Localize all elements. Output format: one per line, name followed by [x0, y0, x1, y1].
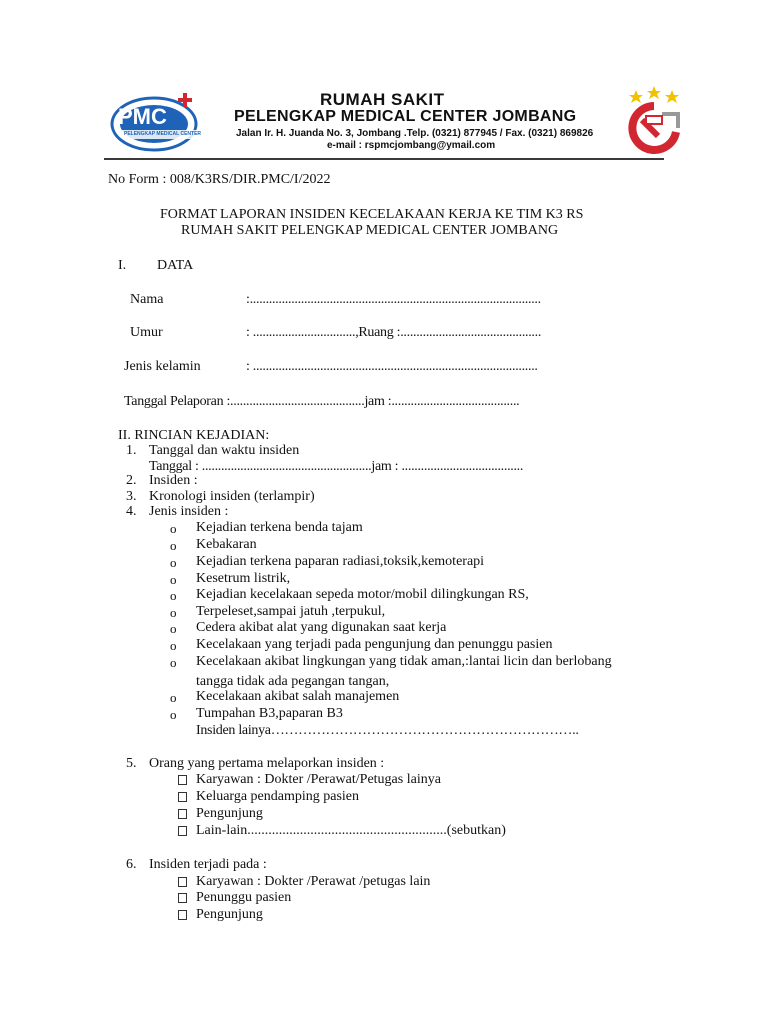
jenis-kelamin-field[interactable]: : .........................................................................................	[246, 359, 538, 374]
jenis-kelamin-label: Jenis kelamin	[124, 359, 201, 374]
jenis-option: Kecelakaan akibat salah manajemen	[196, 689, 400, 704]
bullet-icon: o	[170, 538, 177, 553]
item-text: Orang yang pertama melaporkan insiden :	[149, 756, 385, 771]
item-text: Tanggal dan waktu insiden	[149, 443, 300, 458]
pelapor-option: Lain-lain.........................................................(sebutkan)	[196, 823, 506, 838]
item-text: Jenis insiden :	[149, 504, 229, 519]
section1-heading: DATA	[157, 258, 194, 273]
pelapor-option: Karyawan : Dokter /Perawat/Petugas lainya	[196, 772, 441, 787]
logo-text: PMC	[118, 104, 167, 129]
item-number: 6.	[126, 857, 137, 872]
tanggal-jam-field[interactable]: Tanggal : .....................................................jam : ......................................	[149, 459, 524, 474]
terjadi-option: Pengunjung	[196, 907, 263, 922]
checkbox-icon[interactable]	[178, 792, 187, 802]
tanggal-pelaporan-field[interactable]: Tanggal Pelaporan :..........................................jam :........................................	[124, 394, 520, 409]
bullet-icon: o	[170, 555, 177, 570]
hospital-title: RUMAH SAKIT	[320, 90, 445, 109]
jenis-option: Kesetrum listrik,	[196, 571, 291, 586]
bullet-icon: o	[170, 588, 177, 603]
nama-field[interactable]: :...........................................................................................	[246, 292, 541, 307]
item-text: Insiden terjadi pada :	[149, 857, 267, 872]
jenis-option: Kebakaran	[196, 537, 257, 552]
jenis-option-continuation: tangga tidak ada pegangan tangan,	[196, 674, 390, 689]
umur-label: Umur	[130, 325, 163, 340]
jenis-option: Cedera akibat alat yang digunakan saat kerja	[196, 620, 447, 635]
item-number: 5.	[126, 756, 137, 771]
bullet-icon: o	[170, 621, 177, 636]
logo-subtext: PELENGKAP MEDICAL CENTER	[124, 131, 202, 137]
item-number: 4.	[126, 504, 137, 519]
jenis-option: Terpeleset,sampai jatuh ,terpukul,	[196, 604, 386, 619]
bullet-icon: o	[170, 521, 177, 536]
umur-ruang-field[interactable]: : ................................,Ruang :............................................	[246, 325, 542, 340]
jenis-option: Kejadian kecelakaan sepeda motor/mobil dilingkungan RS,	[196, 587, 529, 602]
hospital-address: Jalan Ir. H. Juanda No. 3, Jombang .Telp. (0321) 877945 / Fax. (0321) 869826	[236, 128, 594, 139]
insiden-lainya-field[interactable]: Insiden lainya…………………………………………………………..	[196, 723, 579, 738]
terjadi-option: Karyawan : Dokter /Perawat /petugas lain	[196, 874, 431, 889]
jenis-option: Kejadian terkena benda tajam	[196, 520, 363, 535]
pelapor-option: Pengunjung	[196, 806, 263, 821]
bullet-icon: o	[170, 605, 177, 620]
k3-emblem-icon	[618, 84, 690, 156]
pelapor-option: Keluarga pendamping pasien	[196, 789, 360, 804]
hospital-email: e-mail : rspmcjombang@ymail.com	[327, 140, 496, 151]
bullet-icon: o	[170, 638, 177, 653]
item-number: 2.	[126, 473, 137, 488]
document-title-line1: FORMAT LAPORAN INSIDEN KECELAKAAN KERJA KE TIM K3 RS	[160, 207, 584, 222]
form-number: No Form : 008/K3RS/DIR.PMC/I/2022	[108, 172, 331, 187]
jenis-option: Kecelakaan akibat lingkungan yang tidak aman,:lantai licin dan berlobang	[196, 654, 612, 669]
jenis-option: Kejadian terkena paparan radiasi,toksik,kemoterapi	[196, 554, 485, 569]
item-number: 1.	[126, 443, 137, 458]
checkbox-icon[interactable]	[178, 826, 187, 836]
section1-number: I.	[118, 258, 127, 273]
bullet-icon: o	[170, 572, 177, 587]
jenis-option: Tumpahan B3,paparan B3	[196, 706, 343, 721]
item-number: 3.	[126, 489, 137, 504]
checkbox-icon[interactable]	[178, 893, 187, 903]
document-title-line2: RUMAH SAKIT PELENGKAP MEDICAL CENTER JOMBANG	[181, 223, 559, 238]
section2-heading: II. RINCIAN KEJADIAN:	[118, 428, 270, 443]
checkbox-icon[interactable]	[178, 775, 187, 785]
hospital-name: PELENGKAP MEDICAL CENTER JOMBANG	[234, 108, 577, 125]
bullet-icon: o	[170, 655, 177, 670]
checkbox-icon[interactable]	[178, 877, 187, 887]
jenis-option: Kecelakaan yang terjadi pada pengunjung dan penunggu pasien	[196, 637, 553, 652]
nama-label: Nama	[130, 292, 164, 307]
bullet-icon: o	[170, 707, 177, 722]
bullet-icon: o	[170, 690, 177, 705]
checkbox-icon[interactable]	[178, 910, 187, 920]
item-text: Insiden :	[149, 473, 198, 488]
terjadi-option: Penunggu pasien	[196, 890, 292, 905]
item-text: Kronologi insiden (terlampir)	[149, 489, 315, 504]
checkbox-icon[interactable]	[178, 809, 187, 819]
